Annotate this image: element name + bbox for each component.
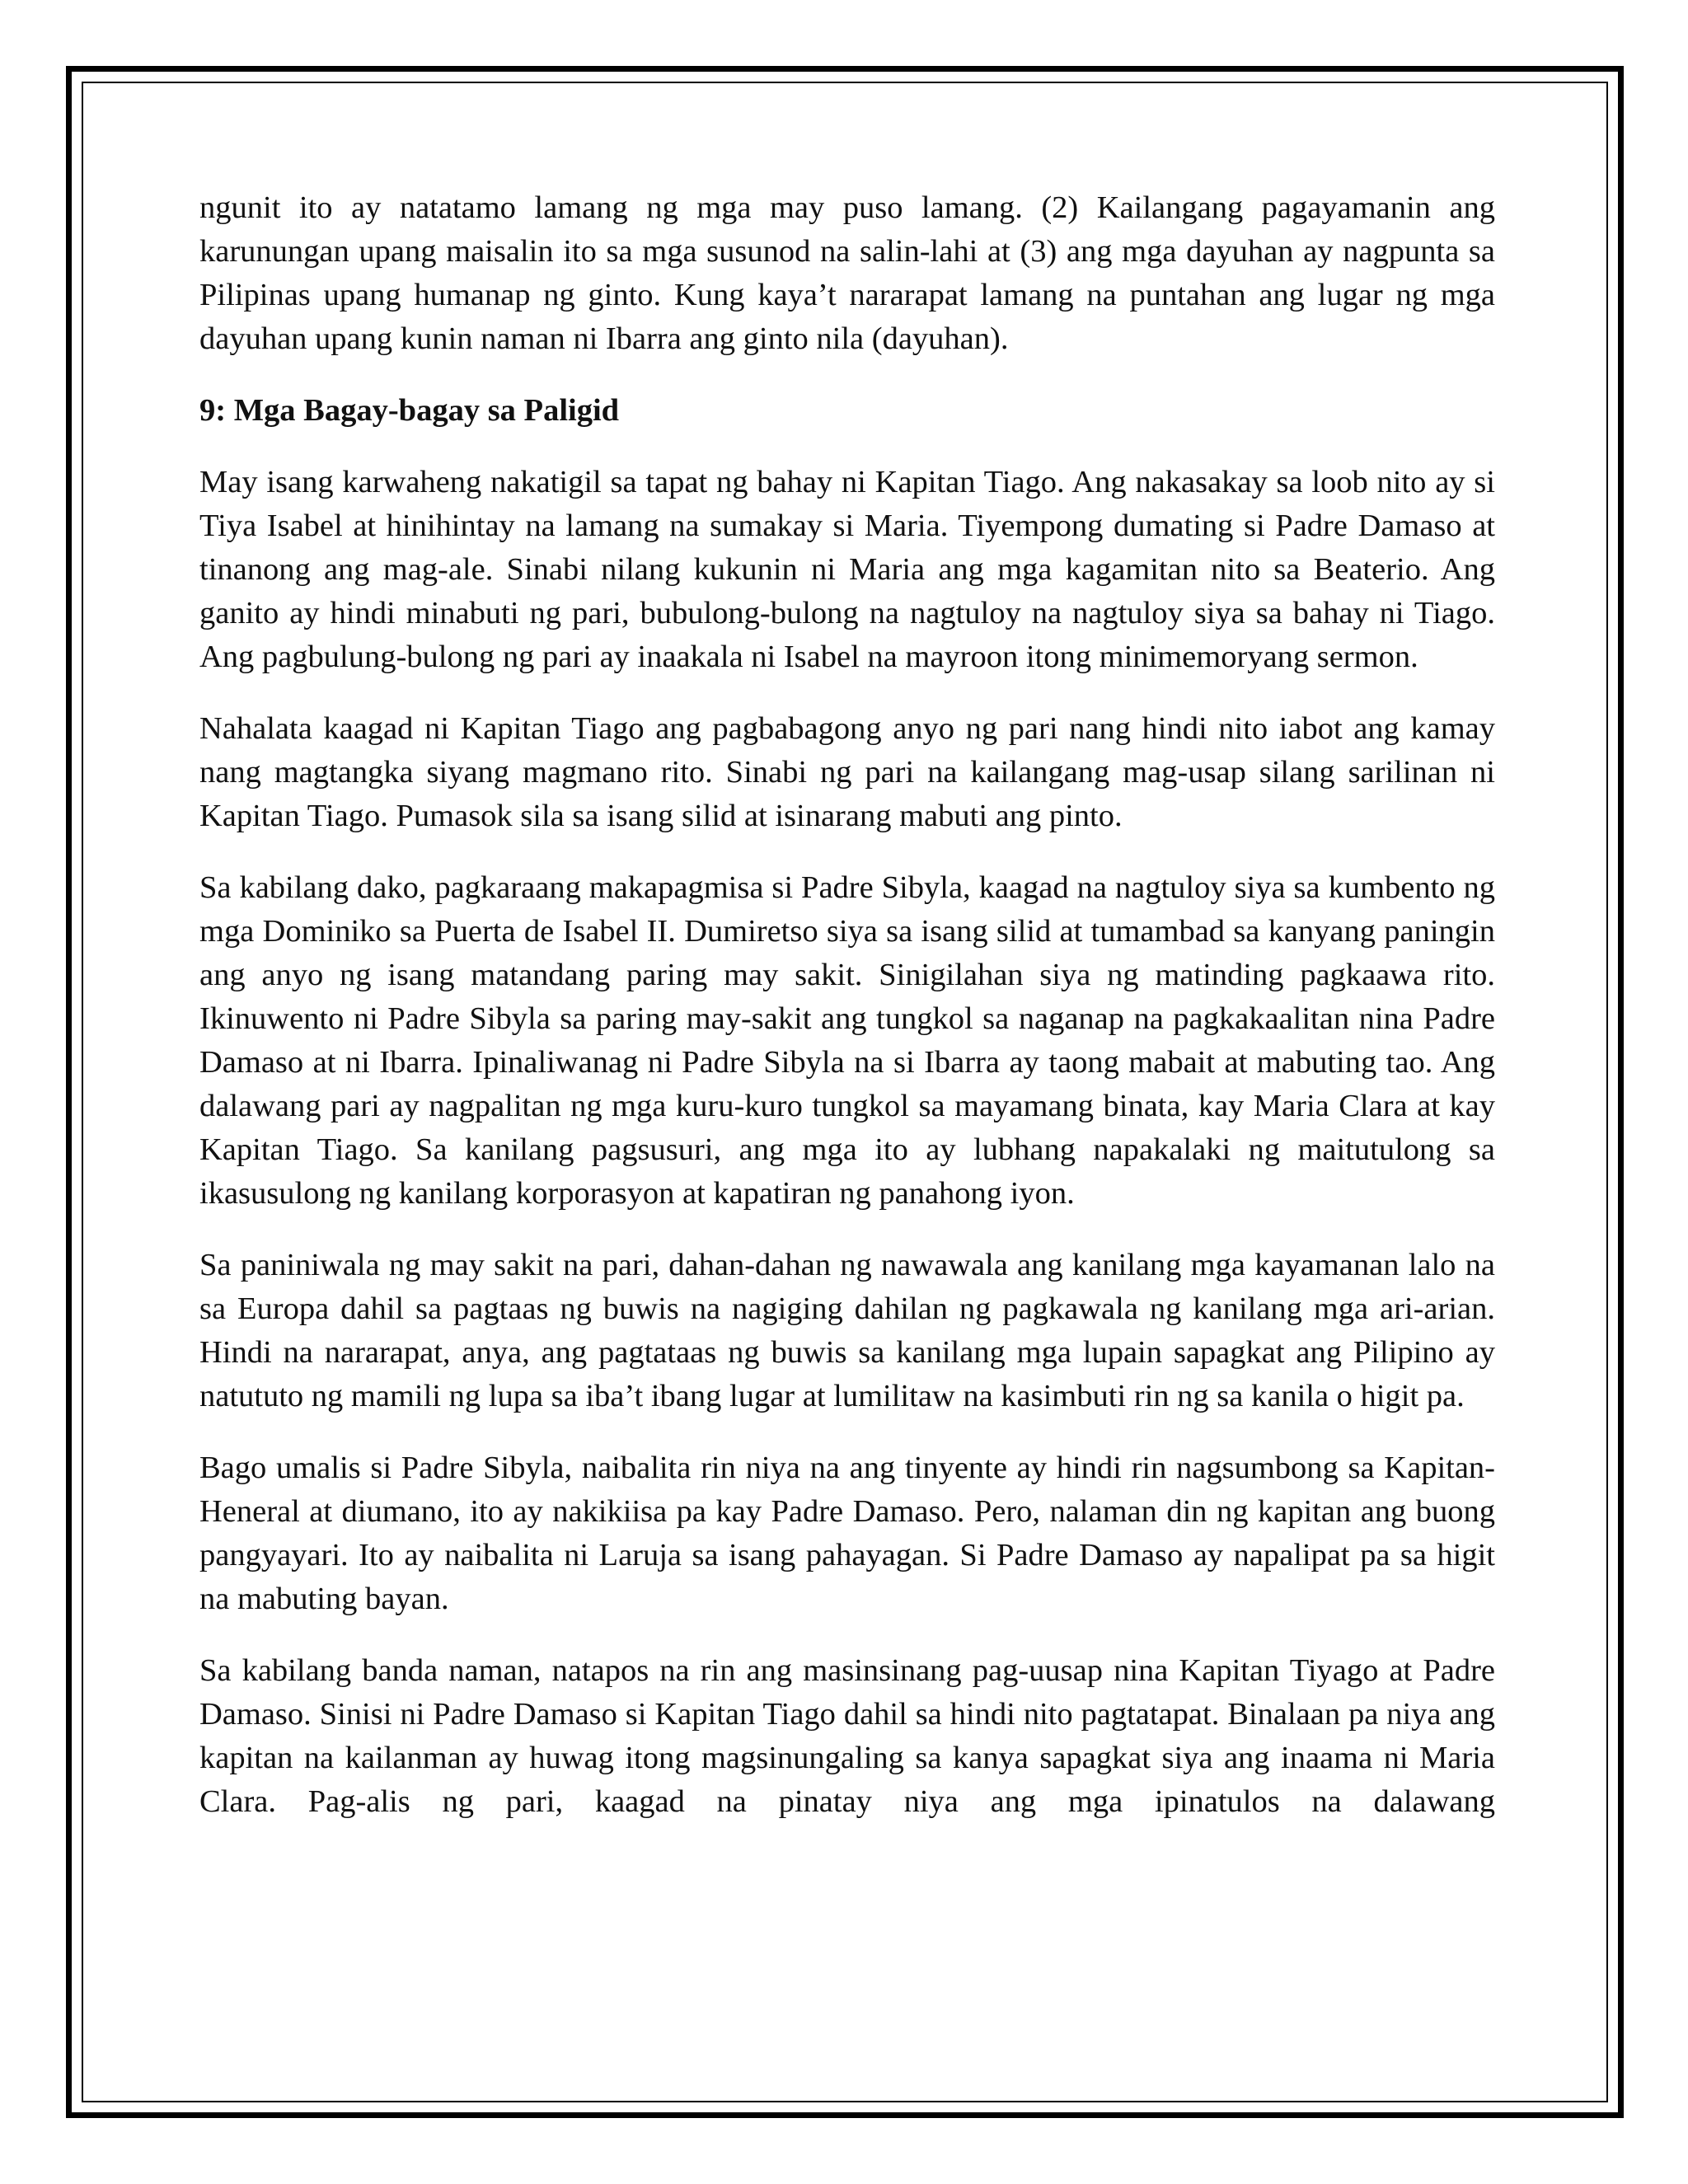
paragraph-continued: ngunit ito ay natatamo lamang ng mga may puso lamang. (2) Kailangang pagayamanin ang karunungan upang maisalin ito sa mga susunod na salin-lahi at (3) ang mga dayuhan ay nagpunta sa Pilipinas upang humanap ng ginto. Kung kaya’t nararapat lamang na puntahan ang lugar ng mga dayuhan upang kunin naman ni Ibarra ang ginto nila (dayuhan). [199, 190, 1495, 356]
document-body [199, 186, 1495, 1824]
paragraph: Sa paniniwala ng may sakit na pari, dahan-dahan ng nawawala ang kanilang mga kayamanan lalo na sa Europa dahil sa pagtaas ng buwis na nagiging dahilan ng pagkawala ng kanilang mga ari-arian. Hindi na nararapat, anya, ang pagtataas ng buwis sa kanilang mga lupain sapagkat ang Pilipino ay natututo ng mamili ng lupa sa iba’t ibang lugar at lumilitaw na kasimbuti rin ng sa kanila o higit pa. [199, 1248, 1495, 1413]
paragraph: Sa kabilang dako, pagkaraang makapagmisa si Padre Sibyla, kaagad na nagtuloy siya sa kumbento ng mga Dominiko sa Puerta de Isabel II. Dumiretso siya sa isang silid at tumambad sa kanyang paningin ang anyo ng isang matandang paring may sakit. Sinigilahan siya ng matinding pagkaawa rito. Ikinuwento ni Padre Sibyla sa paring may-sakit ang tungkol sa naganap na pagkakaalitan nina Padre Damaso at ni Ibarra. Ipinaliwanag ni Padre Sibyla na si Ibarra ay taong mabait at mabuting tao. Ang dalawang pari ay nagpalitan ng mga kuru-kuro tungkol sa mayamang binata, kay Maria Clara at kay Kapitan Tiago. Sa kanilang pagsusuri, ang mga ito ay lubhang napakalaki ng maitutulong sa ikasusulong ng kanilang korporasyon at kapatiran ng panahong iyon. [199, 870, 1495, 1211]
section-heading: 9: Mga Bagay-bagay sa Paligid [199, 393, 620, 428]
paragraph: Sa kabilang banda naman, natapos na rin ang masinsinang pag-uusap nina Kapitan Tiyago at Padre Damaso. Sinisi ni Padre Damaso si Kapitan Tiago dahil sa hindi nito pagtatapat. Binalaan pa niya ang kapitan na kailanman ay huwag itong magsinungaling sa kanya sapagkat siya ang inaama ni Maria Clara. Pag-alis ng pari, kaagad na pinatay niya ang mga ipinatulos na dalawang [199, 1653, 1495, 1819]
paragraph: Nahalata kaagad ni Kapitan Tiago ang pagbabagong anyo ng pari nang hindi nito iabot ang kamay nang magtangka siyang magmano rito. Sinabi ng pari na kailangang mag-usap silang sarilinan ni Kapitan Tiago. Pumasok sila sa isang silid at isinarang mabuti ang pinto. [199, 711, 1495, 833]
paragraph: May isang karwaheng nakatigil sa tapat ng bahay ni Kapitan Tiago. Ang nakasakay sa loob nito ay si Tiya Isabel at hinihintay na lamang na sumakay si Maria. Tiyempong dumating si Padre Damaso at tinanong ang mag-ale. Sinabi nilang kukunin ni Maria ang mga kagamitan nito sa Beaterio. Ang ganito ay hindi minabuti ng pari, bubulong-bulong na nagtuloy na nagtuloy siya sa bahay ni Tiago. Ang pagbulung-bulong ng pari ay inaakala ni Isabel na mayroon itong minimemoryang sermon. [199, 465, 1495, 674]
paragraph: Bago umalis si Padre Sibyla, naibalita rin niya na ang tinyente ay hindi rin nagsumbong sa Kapitan-Heneral at diumano, ito ay nakikiisa pa kay Padre Damaso. Pero, nalaman din ng kapitan ang buong pangyayari. Ito ay naibalita ni Laruja sa isang pahayagan. Si Padre Damaso ay napalipat pa sa higit na mabuting bayan. [199, 1451, 1495, 1616]
